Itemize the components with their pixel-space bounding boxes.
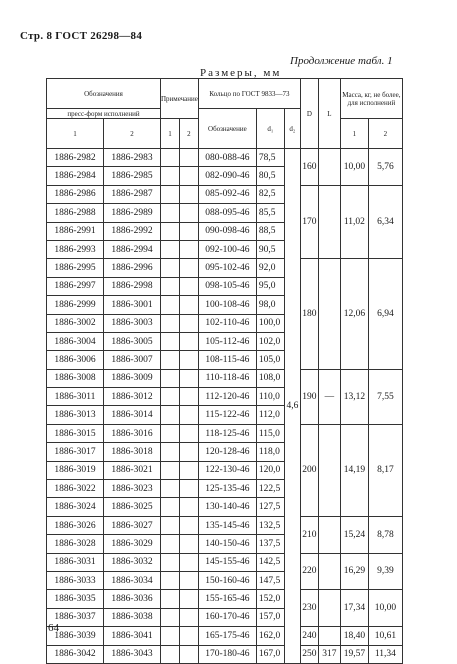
d1-cell: 152,0 [256,590,284,608]
note-2-cell [179,627,198,645]
mass-header: Масса, кг, не более, для исполнений [340,79,402,119]
note-2-cell [179,571,198,589]
D-cell: 250 [300,645,318,663]
mass-index-2: 2 [368,119,402,149]
designation-2-cell: 1886-2985 [104,167,161,185]
note-1-cell [161,167,180,185]
note-2-cell [179,553,198,571]
d1-cell: 88,5 [256,222,284,240]
designation-2-cell: 1886-3014 [104,406,161,424]
d1-cell: 127,5 [256,498,284,516]
ring-designation-cell: 100-108-46 [198,296,256,314]
d1-cell: 112,0 [256,406,284,424]
note-1-cell [161,296,180,314]
table-row [47,645,403,663]
D-cell: 160 [300,149,318,186]
note-1-cell [161,608,180,626]
d1-cell: 85,5 [256,204,284,222]
D-cell: 170 [300,185,318,259]
designation-1-cell: 1886-3031 [47,553,104,571]
designation-2-cell: 1886-3036 [104,590,161,608]
d1-header: d₁ [256,109,284,149]
designation-2-cell: 1886-3003 [104,314,161,332]
d1-cell: 122,5 [256,480,284,498]
d1-cell: 82,5 [256,185,284,203]
L-cell [318,424,340,516]
table-row [47,627,403,645]
d1-cell: 147,5 [256,571,284,589]
designation-2-cell: 1886-3038 [104,608,161,626]
d2-header: d₂ [284,109,300,149]
table-row [47,553,403,571]
D-cell: 200 [300,424,318,516]
d1-cell: 108,0 [256,369,284,387]
designation-1-cell: 1886-3019 [47,461,104,479]
note-2-cell [179,185,198,203]
designation-2-cell: 1886-3009 [104,369,161,387]
ring-designation-cell: 082-090-46 [198,167,256,185]
note-2-cell [179,149,198,167]
ring-designation-cell: 170-180-46 [198,645,256,663]
L-cell [318,149,340,186]
mass-2-cell: 9,39 [368,553,402,590]
note-header: Примечание [161,79,199,119]
d1-cell: 100,0 [256,314,284,332]
d1-cell: 162,0 [256,627,284,645]
designation-2-cell: 1886-3021 [104,461,161,479]
note-2-cell [179,645,198,663]
mass-1-cell: 16,29 [340,553,368,590]
ring-designation-cell: 165-175-46 [198,627,256,645]
note-1-cell [161,222,180,240]
note-1-cell [161,388,180,406]
note-2-cell [179,204,198,222]
ring-designation-cell: 145-155-46 [198,553,256,571]
designation-2-cell: 1886-2983 [104,149,161,167]
note-1-cell [161,149,180,167]
designation-1-cell: 1886-2997 [47,277,104,295]
d1-cell: 92,0 [256,259,284,277]
ring-designation-cell: 150-160-46 [198,571,256,589]
L-cell [318,553,340,590]
note-2-cell [179,535,198,553]
d1-cell: 137,5 [256,535,284,553]
designation-2-cell: 1886-3043 [104,645,161,663]
ring-designation-header: Обозначение [198,109,256,149]
ring-designation-cell: 090-098-46 [198,222,256,240]
mass-2-cell: 7,55 [368,369,402,424]
table-row [47,369,403,387]
L-cell [318,516,340,553]
note-2-cell [179,406,198,424]
page-number: 64 [48,622,59,634]
d1-cell: 98,0 [256,296,284,314]
designation-1-cell: 1886-2999 [47,296,104,314]
d1-cell: 90,5 [256,240,284,258]
note-1-cell [161,443,180,461]
table-row [47,149,403,167]
designation-1-cell: 1886-3024 [47,498,104,516]
ring-designation-cell: 105-112-46 [198,332,256,350]
note-2-cell [179,516,198,534]
designation-1-cell: 1886-3022 [47,480,104,498]
mass-1-cell: 12,06 [340,259,368,369]
note-2-cell [179,424,198,442]
mass-2-cell: 8,17 [368,424,402,516]
note-2-cell [179,388,198,406]
table-row [47,424,403,442]
note-2-cell [179,240,198,258]
mass-2-cell: 11,34 [368,645,402,663]
designation-1-cell: 1886-2988 [47,204,104,222]
d1-cell: 120,0 [256,461,284,479]
note-2-cell [179,461,198,479]
note-index-2: 2 [179,119,198,149]
designation-2-cell: 1886-2996 [104,259,161,277]
table-row [47,590,403,608]
D-cell: 220 [300,553,318,590]
designation-2-cell: 1886-3041 [104,627,161,645]
designation-2-cell: 1886-3005 [104,332,161,350]
designation-2-cell: 1886-2989 [104,204,161,222]
designation-1-cell: 1886-3006 [47,351,104,369]
designation-1-cell: 1886-2984 [47,167,104,185]
page-header: Стр. 8 ГОСТ 26298—84 [20,30,143,42]
designation-1-cell: 1886-3035 [47,590,104,608]
designation-1-cell: 1886-3017 [47,443,104,461]
d1-cell: 102,0 [256,332,284,350]
ring-designation-cell: 085-092-46 [198,185,256,203]
note-1-cell [161,516,180,534]
ring-designation-cell: 108-115-46 [198,351,256,369]
mass-2-cell: 10,00 [368,590,402,627]
L-cell [318,185,340,259]
D-cell: 180 [300,259,318,369]
designation-1-cell: 1886-3037 [47,608,104,626]
note-1-cell [161,480,180,498]
ring-designation-cell: 112-120-46 [198,388,256,406]
designation-1-cell: 1886-3015 [47,424,104,442]
note-2-cell [179,351,198,369]
d1-cell: 142,5 [256,553,284,571]
mass-1-cell: 17,34 [340,590,368,627]
note-1-cell [161,535,180,553]
mass-2-cell: 5,76 [368,149,402,186]
L-cell [318,627,340,645]
ring-designation-cell: 115-122-46 [198,406,256,424]
D-cell: 240 [300,627,318,645]
L-cell: — [318,369,340,424]
designation-1-cell: 1886-3004 [47,332,104,350]
ring-designation-cell: 125-135-46 [198,480,256,498]
note-1-cell [161,553,180,571]
designation-2-cell: 1886-3027 [104,516,161,534]
designation-2-cell: 1886-3018 [104,443,161,461]
ring-designation-cell: 095-102-46 [198,259,256,277]
designation-1-cell: 1886-3002 [47,314,104,332]
designation-2-cell: 1886-2994 [104,240,161,258]
ring-header: Кольцо по ГОСТ 9833—73 [198,79,300,109]
designation-1-cell: 1886-3026 [47,516,104,534]
note-1-cell [161,424,180,442]
mass-1-cell: 10,00 [340,149,368,186]
designation-1-cell: 1886-3033 [47,571,104,589]
D-header: D [300,79,318,149]
d1-cell: 105,0 [256,351,284,369]
ring-designation-cell: 092-100-46 [198,240,256,258]
D-cell: 210 [300,516,318,553]
note-2-cell [179,332,198,350]
designation-header: Обозначения [47,79,161,109]
d1-cell: 118,0 [256,443,284,461]
note-1-cell [161,277,180,295]
mass-2-cell: 6,34 [368,185,402,259]
index-1: 1 [47,119,104,149]
index-2: 2 [104,119,161,149]
ring-designation-cell: 155-165-46 [198,590,256,608]
note-2-cell [179,296,198,314]
dimensions-label: Размеры, мм [200,67,282,79]
note-1-cell [161,240,180,258]
designation-1-cell: 1886-3039 [47,627,104,645]
mass-index-1: 1 [340,119,368,149]
L-cell [318,590,340,627]
d1-cell: 110,0 [256,388,284,406]
L-header: L [318,79,340,149]
d1-cell: 115,0 [256,424,284,442]
designation-1-cell: 1886-2982 [47,149,104,167]
note-2-cell [179,480,198,498]
ring-designation-cell: 140-150-46 [198,535,256,553]
note-2-cell [179,369,198,387]
designation-1-cell: 1886-2993 [47,240,104,258]
ring-designation-cell: 160-170-46 [198,608,256,626]
mass-1-cell: 18,40 [340,627,368,645]
designation-2-cell: 1886-3025 [104,498,161,516]
note-2-cell [179,314,198,332]
designation-2-cell: 1886-2998 [104,277,161,295]
designation-2-cell: 1886-3032 [104,553,161,571]
mass-1-cell: 19,57 [340,645,368,663]
L-cell: 317 [318,645,340,663]
note-2-cell [179,443,198,461]
d1-cell: 167,0 [256,645,284,663]
designation-1-cell: 1886-3013 [47,406,104,424]
D-cell: 230 [300,590,318,627]
note-1-cell [161,351,180,369]
designation-2-cell: 1886-3012 [104,388,161,406]
mass-1-cell: 13,12 [340,369,368,424]
note-2-cell [179,222,198,240]
note-2-cell [179,277,198,295]
mass-1-cell: 15,24 [340,516,368,553]
designation-1-cell: 1886-3042 [47,645,104,663]
note-1-cell [161,204,180,222]
note-1-cell [161,590,180,608]
designation-2-cell: 1886-3023 [104,480,161,498]
designation-2-cell: 1886-3034 [104,571,161,589]
designation-1-cell: 1886-2995 [47,259,104,277]
mass-2-cell: 8,78 [368,516,402,553]
note-1-cell [161,369,180,387]
designation-subheader: пресс-форм исполнений [47,109,161,119]
table-row [47,259,403,277]
mass-2-cell: 6,94 [368,259,402,369]
ring-designation-cell: 135-145-46 [198,516,256,534]
note-2-cell [179,498,198,516]
ring-designation-cell: 098-105-46 [198,277,256,295]
d1-cell: 132,5 [256,516,284,534]
ring-designation-cell: 088-095-46 [198,204,256,222]
note-1-cell [161,406,180,424]
d1-cell: 78,5 [256,149,284,167]
designation-1-cell: 1886-3028 [47,535,104,553]
dimensions-table [46,78,403,664]
ring-designation-cell: 080-088-46 [198,149,256,167]
note-index-1: 1 [161,119,180,149]
table-body [47,149,403,664]
note-1-cell [161,498,180,516]
note-1-cell [161,314,180,332]
designation-2-cell: 1886-2987 [104,185,161,203]
note-2-cell [179,259,198,277]
note-1-cell [161,185,180,203]
designation-2-cell: 1886-3029 [104,535,161,553]
ring-designation-cell: 102-110-46 [198,314,256,332]
note-1-cell [161,332,180,350]
ring-designation-cell: 130-140-46 [198,498,256,516]
table-continuation-label: Продолжение табл. 1 [290,55,393,67]
mass-1-cell: 11,02 [340,185,368,259]
note-1-cell [161,461,180,479]
ring-designation-cell: 118-125-46 [198,424,256,442]
note-1-cell [161,259,180,277]
designation-2-cell: 1886-3016 [104,424,161,442]
mass-1-cell: 14,19 [340,424,368,516]
d1-cell: 95,0 [256,277,284,295]
note-2-cell [179,167,198,185]
L-cell [318,259,340,369]
designation-2-cell: 1886-3007 [104,351,161,369]
D-cell: 190 [300,369,318,424]
table-row [47,185,403,203]
designation-1-cell: 1886-2986 [47,185,104,203]
note-2-cell [179,608,198,626]
designation-2-cell: 1886-2992 [104,222,161,240]
note-1-cell [161,571,180,589]
note-1-cell [161,627,180,645]
designation-1-cell: 1886-3011 [47,388,104,406]
note-1-cell [161,645,180,663]
ring-designation-cell: 120-128-46 [198,443,256,461]
mass-2-cell: 10,61 [368,627,402,645]
designation-2-cell: 1886-3001 [104,296,161,314]
designation-1-cell: 1886-2991 [47,222,104,240]
d1-cell: 80,5 [256,167,284,185]
table-row [47,516,403,534]
note-2-cell [179,590,198,608]
designation-1-cell: 1886-3008 [47,369,104,387]
d2-cell: 4,6 [284,149,300,664]
ring-designation-cell: 122-130-46 [198,461,256,479]
ring-designation-cell: 110-118-46 [198,369,256,387]
d1-cell: 157,0 [256,608,284,626]
